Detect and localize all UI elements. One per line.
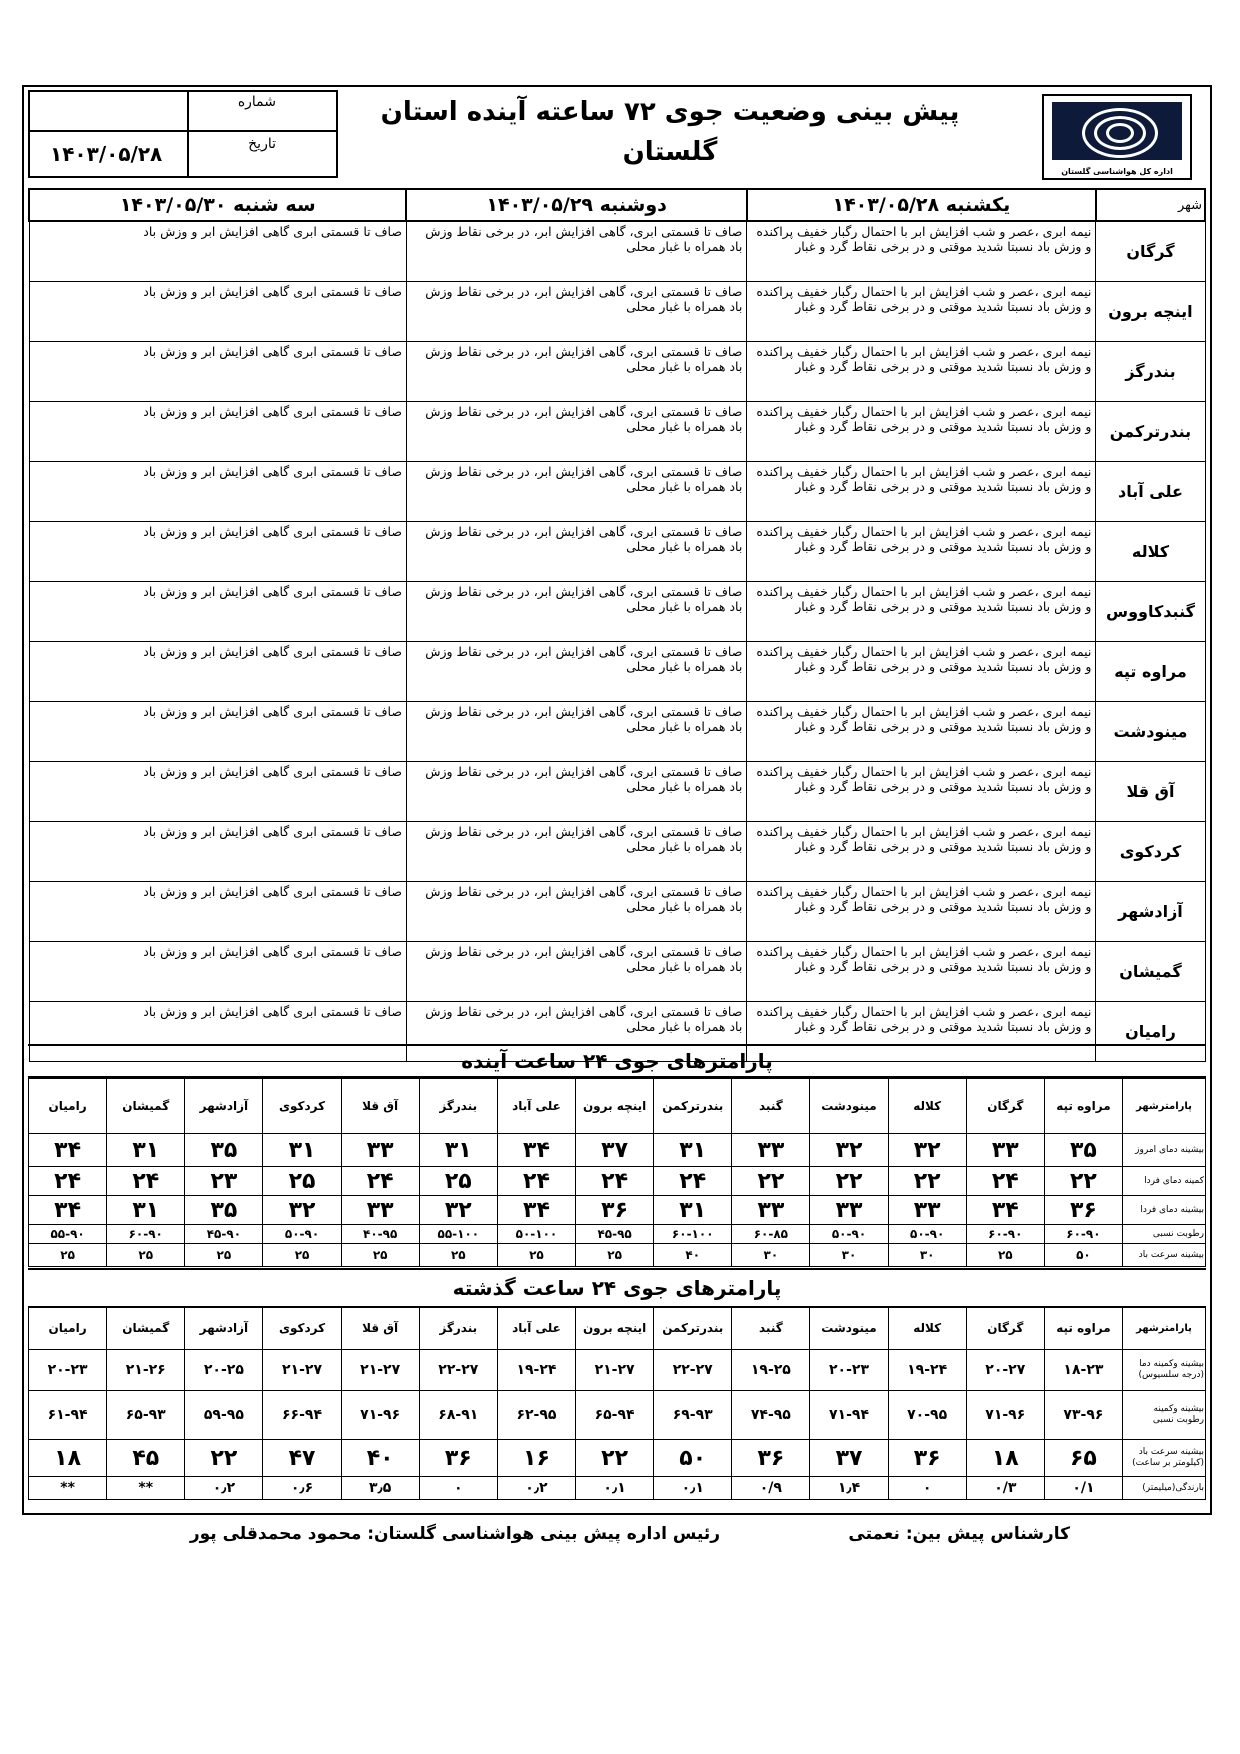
param-value: ۳۱ <box>654 1134 732 1167</box>
param-value: ۳۳ <box>810 1196 888 1225</box>
day-header-2: دوشنبه ۱۴۰۳/۰۵/۲۹ <box>406 189 746 221</box>
param-city-header: گرگان <box>966 1079 1044 1134</box>
param-label: بیشینه وکمینه رطوبت نسبی <box>1123 1391 1206 1440</box>
forecast-day-1: نیمه ابری ،عصر و شب افزایش ابر با احتمال رگبار خفیف پراکنده و وزش باد نسبتا شدید موقتی و در برخی نقاط گرد و غبار <box>747 342 1096 402</box>
param-value: ۴۰ <box>341 1440 419 1477</box>
param-city-header: کلاله <box>888 1307 966 1350</box>
past24-row <box>29 1440 1206 1477</box>
city-name: مراوه تپه <box>1096 642 1205 702</box>
city-name: کلاله <box>1096 522 1205 582</box>
param-value: ۳۴ <box>497 1196 575 1225</box>
param-city-header: آق قلا <box>341 1079 419 1134</box>
forecast-row <box>29 642 1205 702</box>
param-value: ۳۶ <box>732 1440 810 1477</box>
param-value: ۲۲ <box>1044 1167 1122 1196</box>
param-value: ۵۰ <box>654 1440 732 1477</box>
next24-row <box>29 1196 1206 1225</box>
footer-expert: کارشناس پیش بین: نعمتی <box>848 1524 1070 1544</box>
param-value: ۳۳ <box>888 1196 966 1225</box>
city-name: اینچه برون <box>1096 282 1205 342</box>
param-value: ۲۲-۲۷ <box>654 1350 732 1391</box>
param-value: ۵۰-۱۰۰ <box>497 1225 575 1244</box>
forecast-day-3: صاف تا قسمتی ابری گاهی افزایش ابر و وزش باد <box>29 522 406 582</box>
forecast-day-3: صاف تا قسمتی ابری گاهی افزایش ابر و وزش باد <box>29 702 406 762</box>
forecast-day-3: صاف تا قسمتی ابری گاهی افزایش ابر و وزش باد <box>29 822 406 882</box>
param-value: ۲۱-۲۶ <box>107 1350 185 1391</box>
param-value: ۵۰-۹۰ <box>810 1225 888 1244</box>
param-value: ۲۵ <box>497 1244 575 1267</box>
param-value: ۱۶ <box>497 1440 575 1477</box>
forecast-row <box>29 342 1205 402</box>
forecast-day-3: صاف تا قسمتی ابری گاهی افزایش ابر و وزش باد <box>29 582 406 642</box>
param-city-header: گنبد <box>732 1307 810 1350</box>
param-city-header: کردکوی <box>263 1307 341 1350</box>
param-value: ۷۴-۹۵ <box>732 1391 810 1440</box>
forecast-row <box>29 822 1205 882</box>
param-value: ۳۳ <box>341 1196 419 1225</box>
param-city-header: مینودشت <box>810 1079 888 1134</box>
forecast-day-2: صاف تا قسمتی ابری، گاهی افزایش ابر، در برخی نقاط وزش باد همراه با غبار محلی <box>406 221 746 282</box>
past24-table <box>28 1306 1206 1500</box>
param-city-header: مراوه تپه <box>1044 1079 1122 1134</box>
param-value: ۶۱-۹۴ <box>29 1391 107 1440</box>
city-name: علی آباد <box>1096 462 1205 522</box>
param-value: ۲۵ <box>107 1244 185 1267</box>
param-value: ۶۰-۹۰ <box>107 1225 185 1244</box>
param-value: ۰٫۲ <box>497 1477 575 1500</box>
param-value: ۲۵ <box>576 1244 654 1267</box>
param-value: ۱۸ <box>966 1440 1044 1477</box>
param-value: ۳۳ <box>966 1134 1044 1167</box>
forecast-day-3: صاف تا قسمتی ابری گاهی افزایش ابر و وزش باد <box>29 342 406 402</box>
forecast-day-2: صاف تا قسمتی ابری، گاهی افزایش ابر، در برخی نقاط وزش باد همراه با غبار محلی <box>406 762 746 822</box>
forecast-day-1: نیمه ابری ،عصر و شب افزایش ابر با احتمال رگبار خفیف پراکنده و وزش باد نسبتا شدید موقتی و در برخی نقاط گرد و غبار <box>747 822 1096 882</box>
next24-row <box>29 1134 1206 1167</box>
param-value: ۲۱-۲۷ <box>263 1350 341 1391</box>
param-value: ۲۲ <box>185 1440 263 1477</box>
param-value: ۶۰-۹۰ <box>1044 1225 1122 1244</box>
param-value: ۳٫۵ <box>341 1477 419 1500</box>
city-name: گرگان <box>1096 221 1205 282</box>
param-value: ۲۵ <box>263 1167 341 1196</box>
param-value: ۲۴ <box>497 1167 575 1196</box>
forecast-row <box>29 762 1205 822</box>
forecast-day-2: صاف تا قسمتی ابری، گاهی افزایش ابر، در برخی نقاط وزش باد همراه با غبار محلی <box>406 882 746 942</box>
forecast-row <box>29 402 1205 462</box>
param-value: ۲۰-۲۳ <box>810 1350 888 1391</box>
param-value: ۲۱-۲۷ <box>341 1350 419 1391</box>
param-value: ۲۵ <box>341 1244 419 1267</box>
forecast-day-2: صاف تا قسمتی ابری، گاهی افزایش ابر، در برخی نقاط وزش باد همراه با غبار محلی <box>406 642 746 702</box>
param-value: ۰/۱ <box>1044 1477 1122 1500</box>
param-value: ۲۵ <box>966 1244 1044 1267</box>
param-value: ۷۰-۹۵ <box>888 1391 966 1440</box>
param-city-header: بندرترکمن <box>654 1307 732 1350</box>
param-value: ۳۱ <box>107 1196 185 1225</box>
param-city-header: کردکوی <box>263 1079 341 1134</box>
forecast-day-1: نیمه ابری ،عصر و شب افزایش ابر با احتمال رگبار خفیف پراکنده و وزش باد نسبتا شدید موقتی و در برخی نقاط گرد و غبار <box>747 642 1096 702</box>
param-value: ۱۸ <box>29 1440 107 1477</box>
param-value: ۲۵ <box>419 1167 497 1196</box>
forecast-day-2: صاف تا قسمتی ابری، گاهی افزایش ابر، در برخی نقاط وزش باد همراه با غبار محلی <box>406 1002 746 1062</box>
param-value: ۴۵-۹۵ <box>576 1225 654 1244</box>
param-value: ۳۱ <box>654 1196 732 1225</box>
param-value: ۲۲-۲۷ <box>419 1350 497 1391</box>
forecast-day-1: نیمه ابری ،عصر و شب افزایش ابر با احتمال رگبار خفیف پراکنده و وزش باد نسبتا شدید موقتی و در برخی نقاط گرد و غبار <box>747 462 1096 522</box>
param-city-header: علی آباد <box>497 1307 575 1350</box>
page-title: پیش بینی وضعیت جوی ۷۲ ساعته آینده استان گلستان <box>380 97 960 167</box>
next24-row <box>29 1167 1206 1196</box>
city-header: شهر <box>1096 189 1205 221</box>
forecast-table <box>28 188 1206 1062</box>
param-value: ۳۳ <box>732 1196 810 1225</box>
param-city-header: اینچه برون <box>576 1307 654 1350</box>
day-header-1: یکشنبه ۱۴۰۳/۰۵/۲۸ <box>747 189 1096 221</box>
param-city-header: گمیشان <box>107 1307 185 1350</box>
city-name: آزادشهر <box>1096 882 1205 942</box>
forecast-day-3: صاف تا قسمتی ابری گاهی افزایش ابر و وزش باد <box>29 882 406 942</box>
param-city-header: گرگان <box>966 1307 1044 1350</box>
param-value: ۳۶ <box>419 1440 497 1477</box>
param-city-header: آق قلا <box>341 1307 419 1350</box>
param-city-header: بندرگز <box>419 1079 497 1134</box>
param-value: ۲۰-۲۷ <box>966 1350 1044 1391</box>
param-value: ۶۸-۹۱ <box>419 1391 497 1440</box>
param-value: ۵۵-۹۰ <box>29 1225 107 1244</box>
param-city-header: بندرگز <box>419 1307 497 1350</box>
param-value: ۳۵ <box>1044 1134 1122 1167</box>
forecast-day-3: صاف تا قسمتی ابری گاهی افزایش ابر و وزش باد <box>29 462 406 522</box>
param-label: بیشینه سرعت باد <box>1123 1244 1206 1267</box>
param-value: ۷۱-۹۴ <box>810 1391 888 1440</box>
param-label: بیشینه دمای امروز <box>1123 1134 1206 1167</box>
param-city-header: رامیان <box>29 1079 107 1134</box>
param-value: ۳۵ <box>185 1134 263 1167</box>
param-value: ۵۰-۹۰ <box>263 1225 341 1244</box>
param-value: ۵۰ <box>1044 1244 1122 1267</box>
param-value: ۲۵ <box>185 1244 263 1267</box>
param-value: ۲۲ <box>810 1167 888 1196</box>
param-value: ۰ <box>419 1477 497 1500</box>
param-value: ۰/۹ <box>732 1477 810 1500</box>
past24-row <box>29 1477 1206 1500</box>
footer-head: رئیس اداره پیش بینی هواشناسی گلستان: محمود محمدقلی پور <box>189 1524 720 1544</box>
forecast-day-2: صاف تا قسمتی ابری، گاهی افزایش ابر، در برخی نقاط وزش باد همراه با غبار محلی <box>406 522 746 582</box>
param-value: ۵۰-۹۰ <box>888 1225 966 1244</box>
city-name: گنبدکاووس <box>1096 582 1205 642</box>
param-value: ۴۷ <box>263 1440 341 1477</box>
param-city-header: بندرترکمن <box>654 1079 732 1134</box>
next24-title: پارامترهای جوی ۲۴ ساعت آینده <box>28 1044 1206 1078</box>
param-value: ۲۵ <box>29 1244 107 1267</box>
param-value: ۶۵-۹۳ <box>107 1391 185 1440</box>
param-value: ۷۳-۹۶ <box>1044 1391 1122 1440</box>
forecast-day-3: صاف تا قسمتی ابری گاهی افزایش ابر و وزش باد <box>29 942 406 1002</box>
param-value: ۳۴ <box>29 1134 107 1167</box>
param-value: ** <box>29 1477 107 1500</box>
param-value: ۲۰-۲۵ <box>185 1350 263 1391</box>
forecast-day-3: صاف تا قسمتی ابری گاهی افزایش ابر و وزش باد <box>29 1002 406 1062</box>
param-label: بیشینه وکمینه دما (درجه سلسیوس) <box>1123 1350 1206 1391</box>
param-value: ۳۳ <box>732 1134 810 1167</box>
param-label: بارندگی(میلیمتر) <box>1123 1477 1206 1500</box>
forecast-day-2: صاف تا قسمتی ابری، گاهی افزایش ابر، در برخی نقاط وزش باد همراه با غبار محلی <box>406 822 746 882</box>
param-value: ۳۴ <box>29 1196 107 1225</box>
past24-header-row <box>29 1307 1206 1350</box>
param-value: ۷۱-۹۶ <box>341 1391 419 1440</box>
day-header-3: سه شنبه ۱۴۰۳/۰۵/۳۰ <box>29 189 406 221</box>
next24-row <box>29 1244 1206 1267</box>
next24-header-row <box>29 1079 1206 1134</box>
param-value: ۲۴ <box>576 1167 654 1196</box>
param-value: ۳۰ <box>810 1244 888 1267</box>
param-city-header: آزادشهر <box>185 1079 263 1134</box>
city-name: آق قلا <box>1096 762 1205 822</box>
param-value: ۳۲ <box>263 1196 341 1225</box>
param-value: ۶۰-۹۰ <box>966 1225 1044 1244</box>
param-value: ۶۵ <box>1044 1440 1122 1477</box>
param-value: ۲۵ <box>263 1244 341 1267</box>
param-city-header: گمیشان <box>107 1079 185 1134</box>
param-value: ۲۲ <box>732 1167 810 1196</box>
param-value: ۲۴ <box>107 1167 185 1196</box>
forecast-day-2: صاف تا قسمتی ابری، گاهی افزایش ابر، در برخی نقاط وزش باد همراه با غبار محلی <box>406 582 746 642</box>
param-label: بیشینه سرعت باد (کیلومتر بر ساعت) <box>1123 1440 1206 1477</box>
param-value: ۶۰-۱۰۰ <box>654 1225 732 1244</box>
forecast-day-1: نیمه ابری ،عصر و شب افزایش ابر با احتمال رگبار خفیف پراکنده و وزش باد نسبتا شدید موقتی و در برخی نقاط گرد و غبار <box>747 282 1096 342</box>
param-city-header: رامیان <box>29 1307 107 1350</box>
param-value: ۷۱-۹۶ <box>966 1391 1044 1440</box>
param-value: ۶۹-۹۳ <box>654 1391 732 1440</box>
city-name: بندرگز <box>1096 342 1205 402</box>
param-value: ۲۰-۲۳ <box>29 1350 107 1391</box>
param-city-header: مراوه تپه <box>1044 1307 1122 1350</box>
param-value: ۲۱-۲۷ <box>576 1350 654 1391</box>
forecast-day-1: نیمه ابری ،عصر و شب افزایش ابر با احتمال رگبار خفیف پراکنده و وزش باد نسبتا شدید موقتی و در برخی نقاط گرد و غبار <box>747 221 1096 282</box>
param-value: ۴۵ <box>107 1440 185 1477</box>
param-value: ۴۰-۹۵ <box>341 1225 419 1244</box>
param-value: ۳۶ <box>888 1440 966 1477</box>
param-value: ۰ <box>888 1477 966 1500</box>
forecast-day-1: نیمه ابری ،عصر و شب افزایش ابر با احتمال رگبار خفیف پراکنده و وزش باد نسبتا شدید موقتی و در برخی نقاط گرد و غبار <box>747 1002 1096 1062</box>
param-value: ۴۰ <box>654 1244 732 1267</box>
city-name: مینودشت <box>1096 702 1205 762</box>
param-value: ۰٫۱ <box>654 1477 732 1500</box>
param-value: ۲۴ <box>341 1167 419 1196</box>
param-value: ۳۷ <box>576 1134 654 1167</box>
param-value: ۳۲ <box>419 1196 497 1225</box>
param-city-header: اینچه برون <box>576 1079 654 1134</box>
forecast-day-1: نیمه ابری ،عصر و شب افزایش ابر با احتمال رگبار خفیف پراکنده و وزش باد نسبتا شدید موقتی و در برخی نقاط گرد و غبار <box>747 762 1096 822</box>
forecast-row <box>29 282 1205 342</box>
past24-title: پارامترهای جوی ۲۴ ساعت گذشته <box>28 1268 1206 1308</box>
city-name: کردکوی <box>1096 822 1205 882</box>
param-value: ۱٫۴ <box>810 1477 888 1500</box>
forecast-day-1: نیمه ابری ،عصر و شب افزایش ابر با احتمال رگبار خفیف پراکنده و وزش باد نسبتا شدید موقتی و در برخی نقاط گرد و غبار <box>747 942 1096 1002</box>
param-value: ۳۳ <box>341 1134 419 1167</box>
forecast-row <box>29 462 1205 522</box>
forecast-row <box>29 882 1205 942</box>
forecast-row <box>29 221 1205 282</box>
forecast-day-2: صاف تا قسمتی ابری، گاهی افزایش ابر، در برخی نقاط وزش باد همراه با غبار محلی <box>406 942 746 1002</box>
logo-emblem <box>1052 102 1182 160</box>
forecast-day-1: نیمه ابری ،عصر و شب افزایش ابر با احتمال رگبار خفیف پراکنده و وزش باد نسبتا شدید موقتی و در برخی نقاط گرد و غبار <box>747 402 1096 462</box>
param-value: ۳۵ <box>185 1196 263 1225</box>
param-value: ** <box>107 1477 185 1500</box>
forecast-day-2: صاف تا قسمتی ابری، گاهی افزایش ابر، در برخی نقاط وزش باد همراه با غبار محلی <box>406 342 746 402</box>
forecast-row <box>29 582 1205 642</box>
forecast-day-1: نیمه ابری ،عصر و شب افزایش ابر با احتمال رگبار خفیف پراکنده و وزش باد نسبتا شدید موقتی و در برخی نقاط گرد و غبار <box>747 702 1096 762</box>
param-value: ۲۴ <box>654 1167 732 1196</box>
forecast-day-2: صاف تا قسمتی ابری، گاهی افزایش ابر، در برخی نقاط وزش باد همراه با غبار محلی <box>406 402 746 462</box>
forecast-row <box>29 702 1205 762</box>
forecast-day-3: صاف تا قسمتی ابری گاهی افزایش ابر و وزش باد <box>29 282 406 342</box>
param-corner: پارامترشهر <box>1123 1079 1206 1134</box>
param-value: ۰/۳ <box>966 1477 1044 1500</box>
meta-box <box>28 90 338 178</box>
forecast-day-1: نیمه ابری ،عصر و شب افزایش ابر با احتمال رگبار خفیف پراکنده و وزش باد نسبتا شدید موقتی و در برخی نقاط گرد و غبار <box>747 522 1096 582</box>
param-value: ۳۲ <box>888 1134 966 1167</box>
forecast-row <box>29 522 1205 582</box>
forecast-day-1: نیمه ابری ،عصر و شب افزایش ابر با احتمال رگبار خفیف پراکنده و وزش باد نسبتا شدید موقتی و در برخی نقاط گرد و غبار <box>747 882 1096 942</box>
param-value: ۳۱ <box>263 1134 341 1167</box>
param-value: ۳۴ <box>966 1196 1044 1225</box>
city-name: رامیان <box>1096 1002 1205 1062</box>
date-label: تاریخ <box>248 136 276 152</box>
forecast-day-2: صاف تا قسمتی ابری، گاهی افزایش ابر، در برخی نقاط وزش باد همراه با غبار محلی <box>406 462 746 522</box>
logo-caption: اداره کل هواشناسی گلستان <box>1061 167 1173 176</box>
param-value: ۰٫۱ <box>576 1477 654 1500</box>
param-value: ۲۲ <box>888 1167 966 1196</box>
forecast-row <box>29 942 1205 1002</box>
param-value: ۲۲ <box>576 1440 654 1477</box>
param-value: ۰٫۲ <box>185 1477 263 1500</box>
param-value: ۳۶ <box>576 1196 654 1225</box>
param-value: ۵۹-۹۵ <box>185 1391 263 1440</box>
param-value: ۶۲-۹۵ <box>497 1391 575 1440</box>
logo <box>1042 94 1192 180</box>
param-value: ۳۷ <box>810 1440 888 1477</box>
param-value: ۶۰-۸۵ <box>732 1225 810 1244</box>
number-label: شماره <box>237 94 276 110</box>
param-city-header: کلاله <box>888 1079 966 1134</box>
param-value: ۳۲ <box>810 1134 888 1167</box>
param-value: ۳۱ <box>419 1134 497 1167</box>
next24-row <box>29 1225 1206 1244</box>
param-value: ۳۱ <box>107 1134 185 1167</box>
param-label: کمینه دمای فردا <box>1123 1167 1206 1196</box>
param-value: ۳۰ <box>888 1244 966 1267</box>
forecast-day-3: صاف تا قسمتی ابری گاهی افزایش ابر و وزش باد <box>29 762 406 822</box>
forecast-day-3: صاف تا قسمتی ابری گاهی افزایش ابر و وزش باد <box>29 221 406 282</box>
param-city-header: گنبد <box>732 1079 810 1134</box>
param-value: ۱۹-۲۴ <box>497 1350 575 1391</box>
param-value: ۴۵-۹۰ <box>185 1225 263 1244</box>
param-value: ۲۵ <box>419 1244 497 1267</box>
forecast-day-3: صاف تا قسمتی ابری گاهی افزایش ابر و وزش باد <box>29 642 406 702</box>
date-value-cell <box>29 131 189 177</box>
forecast-day-3: صاف تا قسمتی ابری گاهی افزایش ابر و وزش باد <box>29 402 406 462</box>
param-value: ۶۶-۹۴ <box>263 1391 341 1440</box>
forecast-day-1: نیمه ابری ،عصر و شب افزایش ابر با احتمال رگبار خفیف پراکنده و وزش باد نسبتا شدید موقتی و در برخی نقاط گرد و غبار <box>747 582 1096 642</box>
number-value-cell <box>29 91 189 131</box>
param-value: ۵۵-۱۰۰ <box>419 1225 497 1244</box>
date-value: ۱۴۰۳/۰۵/۲۸ <box>50 142 163 166</box>
past24-row <box>29 1350 1206 1391</box>
param-value: ۱۹-۲۵ <box>732 1350 810 1391</box>
next24-table <box>28 1078 1206 1267</box>
param-value: ۳۰ <box>732 1244 810 1267</box>
param-value: ۱۹-۲۴ <box>888 1350 966 1391</box>
past24-row <box>29 1391 1206 1440</box>
param-value: ۰٫۶ <box>263 1477 341 1500</box>
param-value: ۲۴ <box>29 1167 107 1196</box>
param-label: رطوبت نسبی <box>1123 1225 1206 1244</box>
param-label: بیشینه دمای فردا <box>1123 1196 1206 1225</box>
param-city-header: مینودشت <box>810 1307 888 1350</box>
date-label-cell <box>187 131 337 177</box>
param-value: ۱۸-۲۳ <box>1044 1350 1122 1391</box>
param-city-header: علی آباد <box>497 1079 575 1134</box>
param-value: ۳۶ <box>1044 1196 1122 1225</box>
city-name: بندرترکمن <box>1096 402 1205 462</box>
number-label-cell <box>187 91 337 131</box>
param-value: ۲۳ <box>185 1167 263 1196</box>
param-corner: پارامترشهر <box>1123 1307 1206 1350</box>
city-name: گمیشان <box>1096 942 1205 1002</box>
param-value: ۲۴ <box>966 1167 1044 1196</box>
forecast-day-2: صاف تا قسمتی ابری، گاهی افزایش ابر، در برخی نقاط وزش باد همراه با غبار محلی <box>406 282 746 342</box>
param-city-header: آزادشهر <box>185 1307 263 1350</box>
param-value: ۶۵-۹۴ <box>576 1391 654 1440</box>
forecast-day-2: صاف تا قسمتی ابری، گاهی افزایش ابر، در برخی نقاط وزش باد همراه با غبار محلی <box>406 702 746 762</box>
param-value: ۳۴ <box>497 1134 575 1167</box>
